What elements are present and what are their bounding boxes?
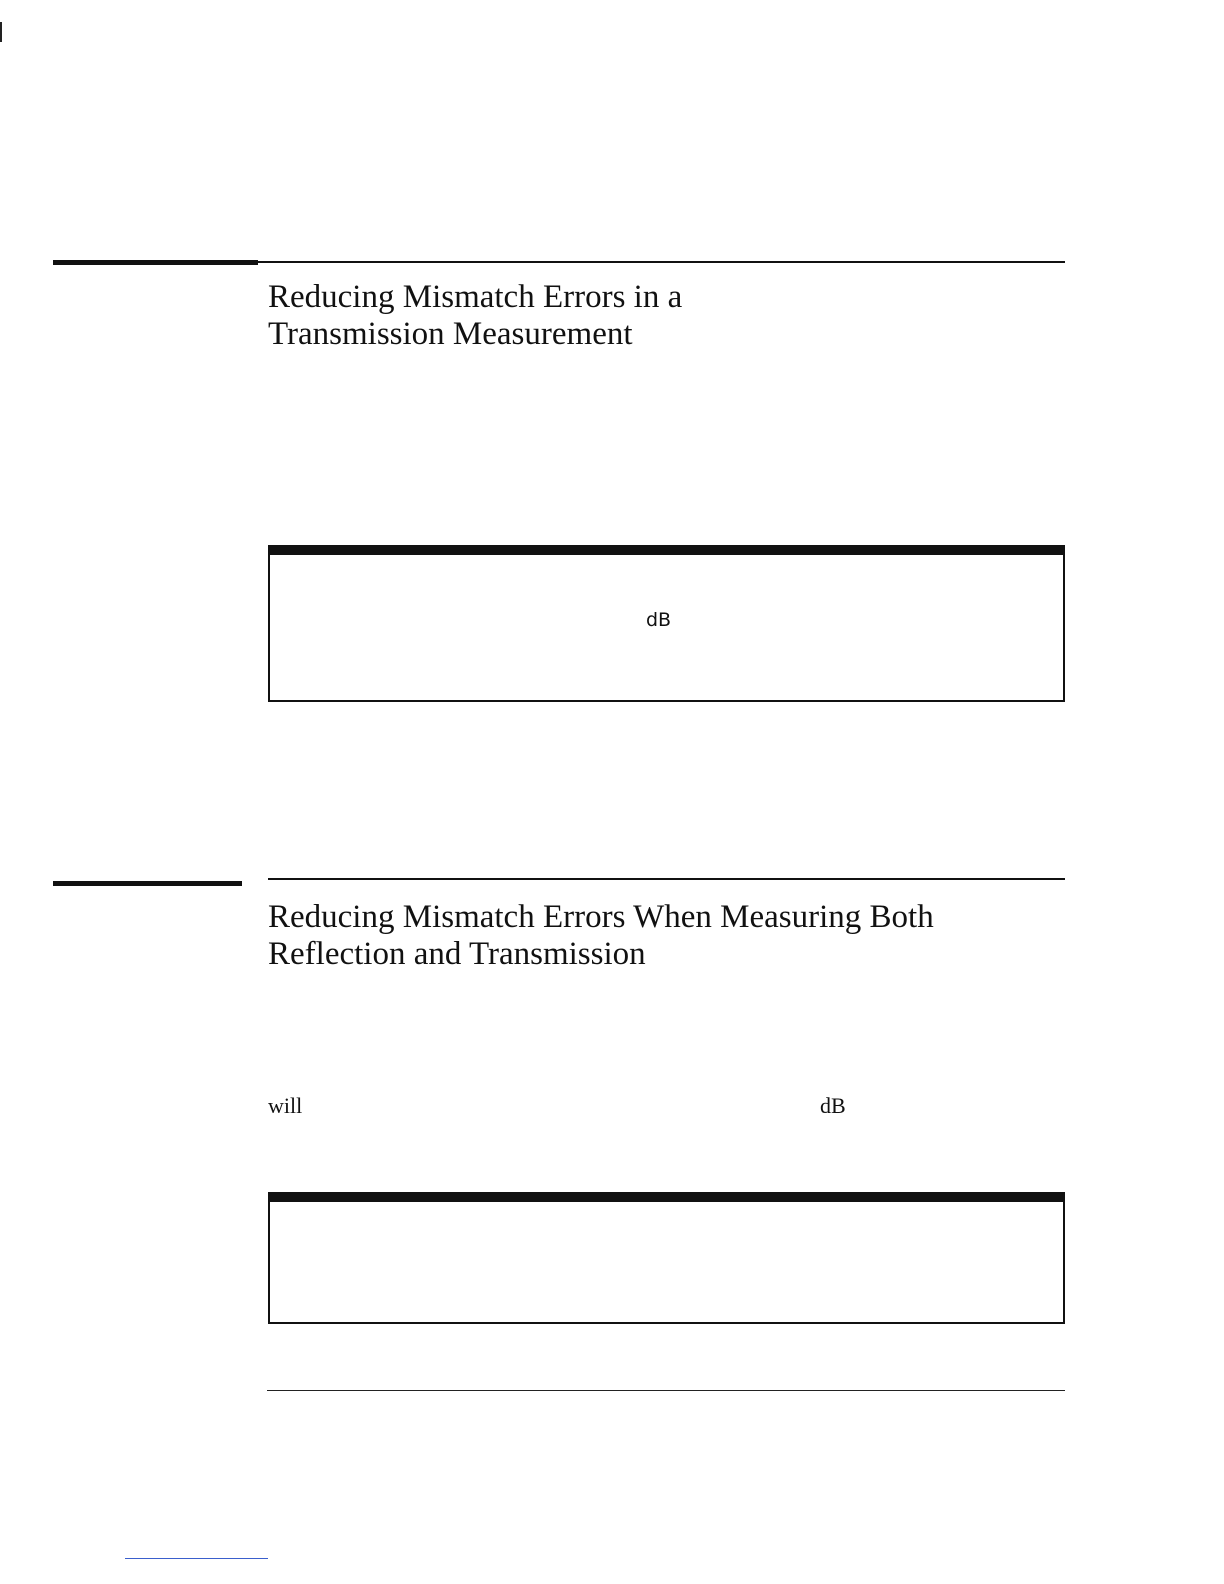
section1-heading-line2: Transmission Measurement: [268, 316, 633, 352]
bottom-link-underline: [125, 1558, 268, 1559]
section1-note-topbar: [268, 545, 1065, 555]
section2-note-topbar: [268, 1192, 1065, 1202]
page-edge-mark: [0, 22, 2, 42]
section2-heading-line2: Reflection and Transmission: [268, 936, 646, 972]
section2-heading: [268, 899, 1058, 973]
section1-left-thick-rule: [53, 260, 258, 265]
section1-note-box: [268, 545, 1065, 702]
section1-heading-line1: Reducing Mismatch Errors in a: [268, 279, 683, 315]
section2-top-rule: [268, 878, 1065, 880]
section2-body-fragment-left: will: [268, 1093, 303, 1118]
section2-heading-line1: Reducing Mismatch Errors When Measuring Both: [268, 899, 934, 935]
section1-top-rule: [256, 261, 1065, 263]
section1-note-fragment: dB: [646, 609, 672, 631]
section2-note-box: [268, 1192, 1065, 1324]
section2-left-thick-rule: [53, 881, 242, 886]
section1-heading: [268, 279, 1058, 353]
section2-body-fragment-right: dB: [820, 1093, 846, 1118]
footer-rule: [267, 1390, 1065, 1391]
